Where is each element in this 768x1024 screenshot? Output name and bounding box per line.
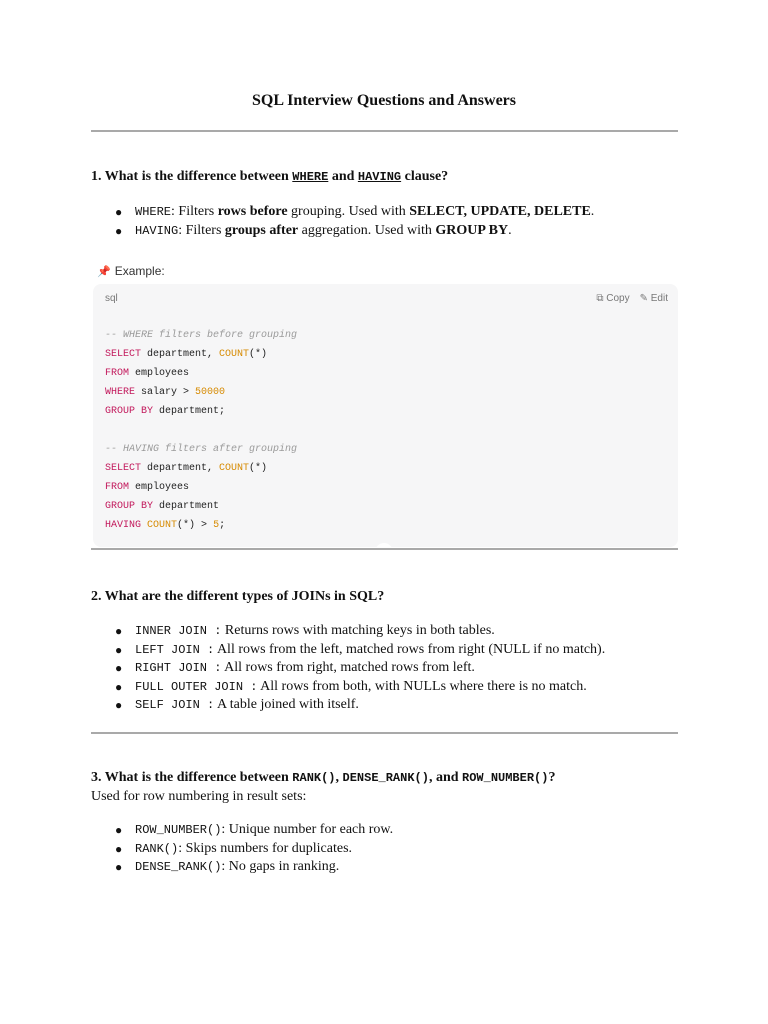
bullet-icon: ● — [115, 642, 123, 657]
list-item — [115, 696, 605, 715]
code-comment: -- WHERE filters before grouping — [105, 330, 298, 341]
question-1-mid: and — [328, 169, 358, 184]
question-1-suffix: clause? — [401, 169, 449, 184]
code-text: salary > — [135, 387, 196, 398]
question-2-heading: 2. What are the different types of JOINs in SQL? — [91, 589, 385, 604]
code-lines — [105, 326, 297, 535]
divider — [91, 548, 678, 550]
code-line — [105, 459, 297, 478]
code-language-label: sql — [105, 293, 118, 304]
inline-code: RIGHT JOIN : — [135, 661, 222, 676]
inline-code: FULL OUTER JOIN : — [135, 679, 258, 694]
code-function: COUNT — [219, 463, 250, 474]
question-1-keyword-where: WHERE — [292, 170, 329, 184]
code-line — [105, 383, 297, 402]
list-item-text: All rows from right, matched rows from left. — [221, 660, 475, 676]
bullet-icon: ● — [115, 679, 123, 694]
list-item — [115, 641, 605, 660]
list-item-text: . — [590, 204, 595, 219]
list-item-text: : Unique number for each row. — [221, 822, 394, 837]
code-number: 5 — [213, 520, 220, 531]
question-3-keyword-dense-rank: DENSE_RANK() — [342, 771, 429, 785]
list-item-text: All rows from both, with NULLs where there is no match. — [257, 678, 587, 694]
example-label-text: Example: — [114, 264, 165, 278]
question-3-keyword-row-number: ROW_NUMBER() — [462, 771, 549, 785]
page-title: SQL Interview Questions and Answers — [251, 92, 517, 109]
copy-button-label: Copy — [606, 293, 630, 304]
code-text: (*) — [249, 349, 268, 360]
inline-code: LEFT JOIN : — [135, 642, 215, 657]
list-item-text: A table joined with itself. — [214, 697, 359, 713]
list-item — [115, 622, 605, 641]
code-text: department — [153, 501, 220, 512]
edit-button-label: Edit — [650, 293, 668, 304]
code-line — [105, 345, 297, 364]
question-1-heading — [91, 168, 448, 186]
bullet-icon: ● — [115, 223, 123, 238]
bullet-icon: ● — [115, 698, 123, 713]
list-item-bold: groups after — [224, 222, 299, 238]
list-item — [115, 840, 393, 859]
code-actions — [596, 293, 668, 304]
code-text: department, — [141, 349, 220, 360]
list-item-text: Returns rows with matching keys in both tables. — [221, 623, 495, 638]
list-item-text: grouping. Used with — [287, 204, 410, 219]
code-line — [105, 364, 297, 383]
code-keyword: SELECT — [105, 463, 142, 474]
code-keyword: GROUP BY — [105, 501, 154, 512]
code-text: department, — [141, 463, 220, 474]
list-item-text: All rows from the left, matched rows from right (NULL if no match). — [214, 641, 606, 657]
code-comment: -- HAVING filters after grouping — [105, 444, 298, 455]
code-text: employees — [129, 368, 190, 379]
code-text: department; — [153, 406, 226, 417]
list-item-text: : Filters — [171, 204, 218, 219]
code-keyword: WHERE — [105, 387, 136, 398]
code-keyword: HAVING — [105, 520, 142, 531]
inline-code: INNER JOIN : — [135, 624, 222, 638]
edit-icon: ✎ — [639, 293, 648, 304]
list-item — [115, 203, 594, 222]
code-function: COUNT — [219, 349, 250, 360]
question-1-bullets — [115, 203, 594, 240]
divider — [91, 130, 678, 132]
list-item — [115, 659, 605, 678]
code-line — [105, 402, 297, 421]
list-item-bold: rows before — [217, 204, 288, 219]
copy-icon: ⧉ — [596, 293, 604, 304]
code-text: ; — [219, 520, 226, 531]
list-item-text: . — [508, 222, 512, 238]
bullet-icon: ● — [115, 661, 123, 676]
bullet-icon: ● — [115, 823, 123, 837]
code-keyword: FROM — [105, 482, 130, 493]
bullet-icon: ● — [115, 205, 123, 219]
question-3-heading — [91, 769, 555, 787]
question-3-intro: Used for row numbering in result sets: — [91, 789, 307, 804]
list-item — [115, 821, 393, 840]
question-3-bullets — [115, 821, 393, 877]
code-keyword: FROM — [105, 368, 130, 379]
bullet-icon: ● — [115, 841, 123, 856]
copy-button[interactable] — [596, 293, 629, 304]
question-3-separator: , — [335, 770, 343, 785]
list-item — [115, 858, 393, 877]
list-item — [115, 678, 605, 697]
inline-code: SELF JOIN : — [135, 698, 215, 713]
example-label — [97, 264, 165, 278]
list-item-text: : Filters — [178, 222, 225, 238]
code-blank-line — [105, 421, 297, 440]
list-item — [115, 222, 594, 241]
code-text: (*) — [249, 463, 268, 474]
question-3-keyword-rank: RANK() — [292, 771, 336, 785]
pushpin-icon: 📌 — [97, 266, 111, 278]
question-3-suffix: ? — [548, 770, 556, 785]
edit-button[interactable] — [640, 293, 668, 304]
list-item-text: aggregation. Used with — [298, 222, 436, 238]
list-item-text: : Skips numbers for duplicates. — [178, 840, 353, 856]
code-line — [105, 478, 297, 497]
inline-code: RANK() — [135, 841, 179, 856]
code-number: 50000 — [195, 387, 226, 398]
code-block — [93, 284, 678, 547]
inline-code: WHERE — [135, 205, 172, 219]
inline-code: DENSE_RANK() — [135, 860, 222, 875]
code-keyword: SELECT — [105, 349, 142, 360]
code-text: (*) > — [177, 520, 214, 531]
code-text: employees — [129, 482, 190, 493]
list-item-bold: SELECT, UPDATE, DELETE — [409, 204, 591, 219]
question-3-separator: , and — [428, 770, 463, 785]
question-2-bullets — [115, 622, 605, 715]
question-3-prefix: 3. What is the difference between — [91, 770, 293, 785]
code-keyword: GROUP BY — [105, 406, 154, 417]
code-function: COUNT — [147, 520, 178, 531]
list-item-text: : No gaps in ranking. — [221, 859, 340, 875]
code-line — [105, 497, 297, 516]
code-line — [105, 516, 297, 535]
list-item-bold: GROUP BY — [435, 222, 509, 238]
inline-code: ROW_NUMBER() — [135, 823, 222, 837]
question-1-keyword-having: HAVING — [357, 170, 402, 184]
question-1-prefix: 1. What is the difference between — [91, 169, 293, 184]
bullet-icon: ● — [115, 624, 123, 638]
inline-code: HAVING — [135, 223, 179, 238]
divider — [91, 732, 678, 734]
bullet-icon: ● — [115, 860, 123, 875]
